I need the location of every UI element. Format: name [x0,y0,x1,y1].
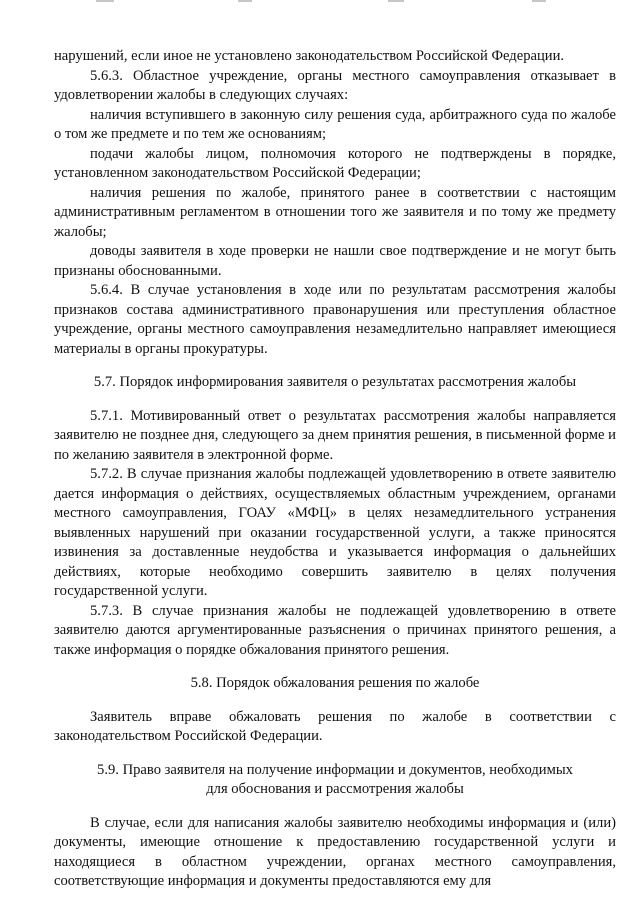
paragraph-5-9: В случае, если для написания жалобы заявителю необходимы информация и (или) документы, имеющие отношение к предоставлению государственной услуги и находящиеся в областном учреждении, органах местного самоуправления, соответствующие информация и документы предоставляются ему для [54,814,616,889]
section-5-9-heading-line1: 5.9. Право заявителя на получение информации и документов, необходимых [97,761,573,778]
section-5-8-heading: 5.8. Порядок обжалования решения по жалобе [190,675,480,691]
paragraph-unconfirmed-authority: подачи жалобы лицом, полномочия которого не подтверждены в порядке, установленном законодательством Российской Федерации; [54,145,616,181]
section-5-7-heading: 5.7. Порядок информирования заявителя о результатах рассмотрения жалобы [93,374,577,390]
paragraph-5-6-4: 5.6.4. В случае установления в ходе или по результатам рассмотрения жалобы признаков состава административного правонарушения или преступления областное учреждение, органы местного самоуправления незамедлительно направляет имеющиеся материалы в органы прокуратуры. [54,282,616,357]
document-page [54,47,616,892]
paragraph-5-7-2: 5.7.2. В случае признания жалобы подлежащей удовлетворению в ответе заявителю дается информация о действиях, осуществляемых областным учреждением, органами местного самоуправления, ГОАУ «МФЦ» в целях незамедлительного устранения выявленных нарушений при оказании государственной услуги, а также приносятся извинения за доставленные неудобства и указывается информация о дальнейших действиях, которые необходимо совершить заявителю в целях получения государственной услуги. [54,466,616,599]
paragraph-5-7-1: 5.7.1. Мотивированный ответ о результатах рассмотрения жалобы направляется заявителю не позднее дня, следующего за днем принятия решения, в письменной форме и по желанию заявителя в электронной форме. [54,407,616,463]
scan-top-marks [0,0,640,6]
paragraph-5-7-3: 5.7.3. В случае признания жалобы не подлежащей удовлетворению в ответе заявителю даются аргументированные разъяснения о причинах принятого решения, а также информация о порядке обжалования принятого решения. [54,602,616,658]
paragraph-5-8: Заявитель вправе обжаловать решения по жалобе в соответствии с законодательством Российской Федерации. [54,708,616,744]
paragraph-court-decision: наличия вступившего в законную силу решения суда, арбитражного суда по жалобе о том же предмете и по тем же основаниям; [54,106,616,142]
paragraph-5-6-3: 5.6.3. Областное учреждение, органы местного самоуправления отказывает в удовлетворении жалобы в следующих случаях: [54,67,616,103]
paragraph-prior-decision: наличия решения по жалобе, принятого ранее в соответствии с настоящим административным регламентом в отношении того же заявителя и по тому же предмету жалобы; [54,184,616,240]
section-5-9-heading-line2: для обоснования и рассмотрения жалобы [206,781,464,797]
paragraph-unconfirmed-arguments: доводы заявителя в ходе проверки не нашли свое подтверждение и не могут быть признаны обоснованными. [54,243,616,279]
paragraph-continuation: нарушений, если иное не установлено законодательством Российской Федерации. [54,48,565,64]
